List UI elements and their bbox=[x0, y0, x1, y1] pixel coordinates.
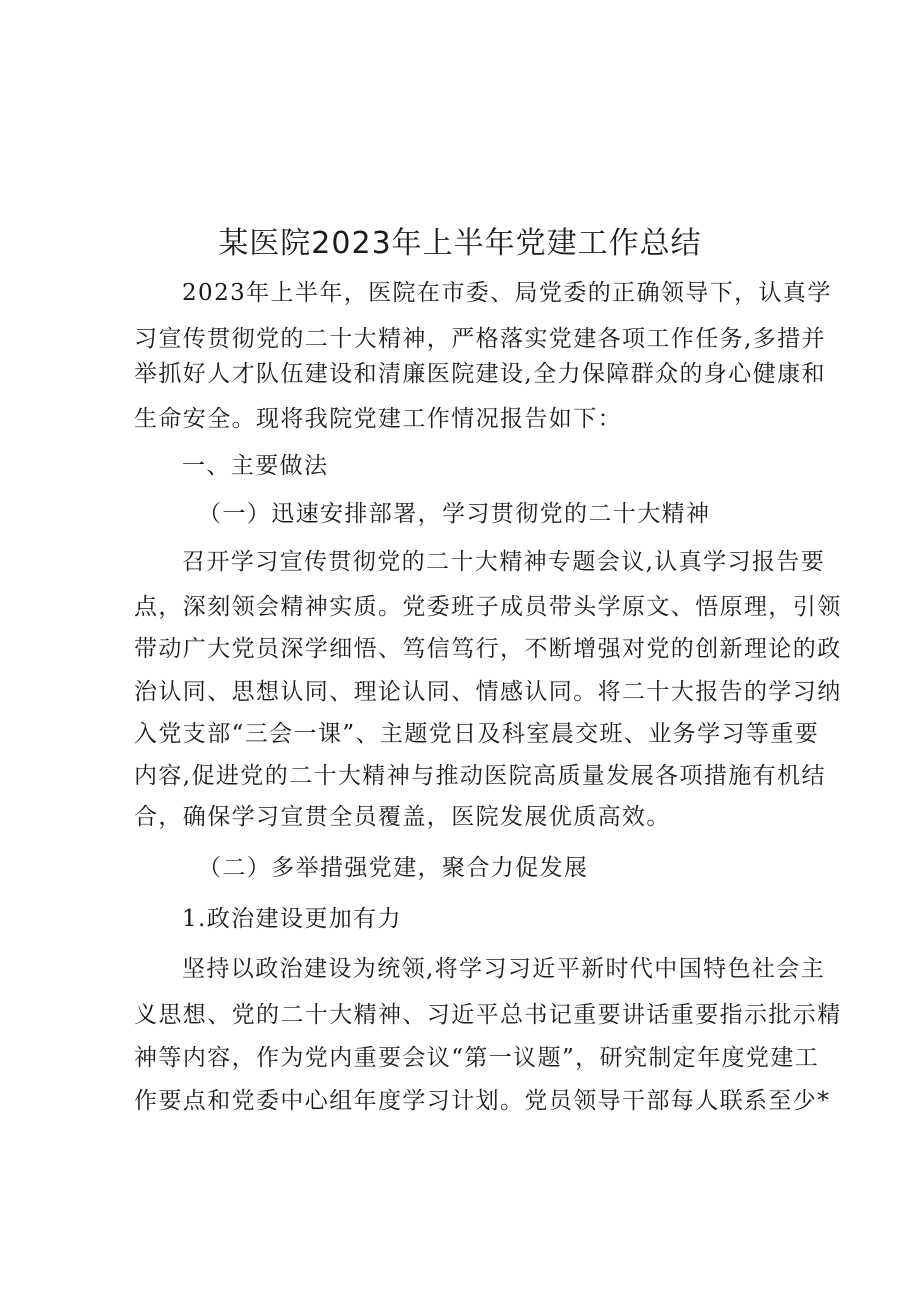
body-text-line: 点，深刻领会精神实质。党委班子成员带头学原文、悟原理，引领 bbox=[134, 594, 842, 620]
item-heading: 1.政治建设更加有力 bbox=[182, 906, 402, 932]
body-text-line: 内容,促进党的二十大精神与推动医院高质量发展各项措施有机结 bbox=[134, 763, 826, 789]
body-text-line: 义思想、党的二十大精神、习近平总书记重要讲话重要指示批示精 bbox=[134, 1002, 842, 1028]
subsection-heading: （二）多举措强党建，聚合力促发展 bbox=[198, 855, 589, 881]
body-text-line: 入党支部“三会一课”、主题党日及科室晨交班、业务学习等重要 bbox=[134, 721, 820, 747]
body-text-line: 2023年上半年，医院在市委、局党委的正确领导下，认真学 bbox=[182, 280, 832, 306]
body-text-line: 举抓好人才队伍建设和清廉医院建设,全力保障群众的身心健康和 bbox=[134, 361, 826, 387]
body-text-line: 坚持以政治建设为统领,将学习习近平新时代中国特色社会主 bbox=[182, 956, 826, 982]
body-text-line: 神等内容，作为党内重要会议“第一议题”，研究制定年度党建工 bbox=[134, 1045, 820, 1071]
subsection-heading: （一）迅速安排部署，学习贯彻党的二十大精神 bbox=[198, 501, 711, 527]
body-text-line: 合，确保学习宣贯全员覆盖，医院发展优质高效。 bbox=[134, 804, 671, 830]
body-text-line: 作要点和党委中心组年度学习计划。党员领导干部每人联系至少* bbox=[134, 1088, 831, 1114]
body-text-line: 带动广大党员深学细悟、笃信笃行，不断增强对党的创新理论的政 bbox=[134, 636, 842, 662]
body-text-line: 生命安全。现将我院党建工作情况报告如下： bbox=[134, 406, 622, 432]
section-heading: 一、主要做法 bbox=[182, 453, 329, 479]
document-title: 某医院2023年上半年党建工作总结 bbox=[218, 226, 702, 261]
body-text-line: 习宣传贯彻党的二十大精神，严格落实党建各项工作任务,多措并 bbox=[134, 326, 826, 352]
body-text-line: 召开学习宣传贯彻党的二十大精神专题会议,认真学习报告要 bbox=[182, 549, 826, 575]
body-text-line: 治认同、思想认同、理论认同、情感认同。将二十大报告的学习纳 bbox=[134, 679, 842, 705]
